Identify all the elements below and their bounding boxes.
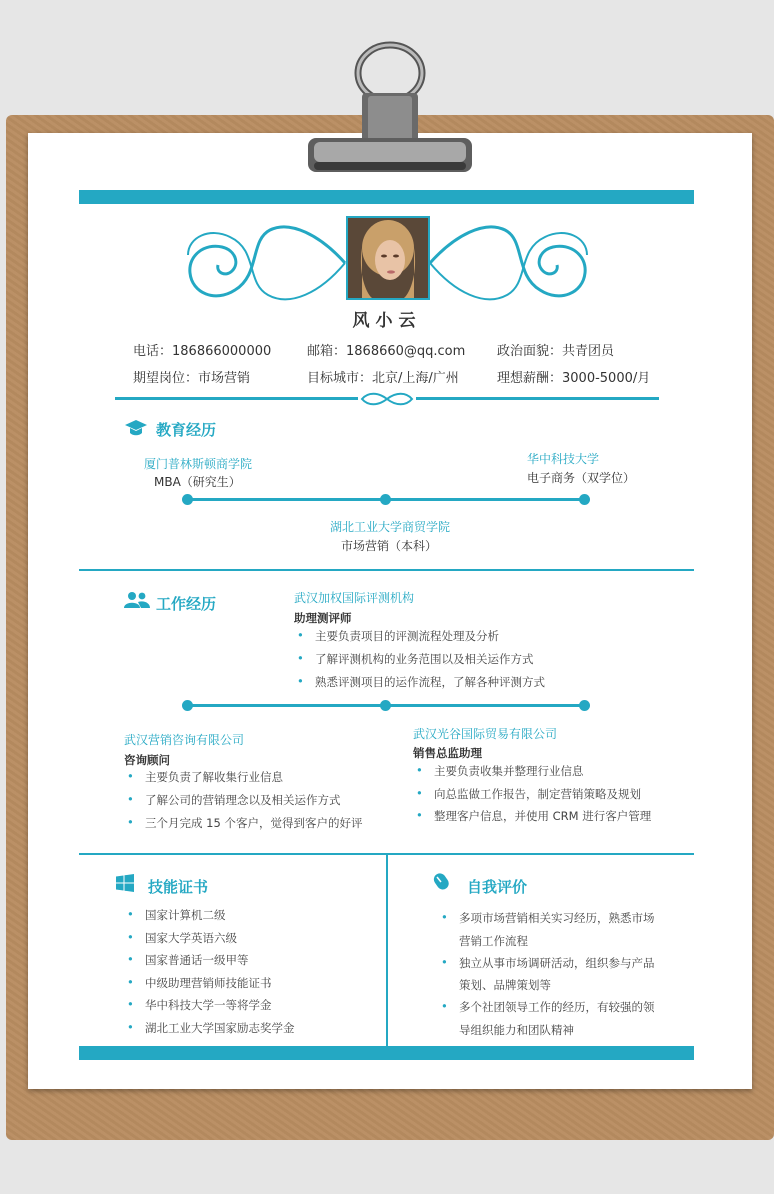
skill-item: • 中级助理营销师技能证书 — [145, 975, 272, 991]
work-timeline-dot — [579, 700, 590, 711]
job-title-1: 助理测评师 — [294, 611, 352, 625]
skills-heading: 技能证书 — [148, 878, 209, 896]
divider-ornament — [358, 391, 416, 407]
job-duty: • 向总监做工作报告，制定营销策略及规划 — [434, 786, 641, 802]
skill-item: • 华中科技大学一等将学金 — [145, 997, 272, 1013]
edu-timeline-dot — [182, 494, 193, 505]
email-text: 邮箱：1868660@qq.com — [307, 344, 466, 359]
job-duty: • 主要负责项目的评测流程处理及分析 — [315, 628, 499, 644]
edu-degree-2: 电子商务（双学位） — [527, 471, 636, 485]
self-item-line1: • 独立从事市场调研活动，组织参与产品 — [459, 955, 655, 971]
work-heading: 工作经历 — [156, 595, 217, 613]
edu-degree-1: MBA（研究生） — [154, 475, 241, 489]
work-timeline-dot — [380, 700, 391, 711]
self-heading: 自我评价 — [467, 878, 528, 896]
binder-clip — [300, 28, 480, 178]
skill-item: • 国家普通话一级甲等 — [145, 952, 249, 968]
left-ornament — [180, 215, 355, 310]
mouse-icon — [430, 870, 452, 892]
job-duty: • 熟悉评测项目的运作流程，了解各种评测方式 — [315, 674, 545, 690]
job-duty: • 了解公司的营销理念以及相关运作方式 — [145, 792, 341, 808]
edu-timeline-dot — [380, 494, 391, 505]
person-name: 风小云 — [352, 311, 422, 331]
city-text: 目标城市：北京/上海/广州 — [307, 371, 459, 386]
profile-photo — [346, 216, 430, 300]
bottom-bar — [79, 1046, 694, 1060]
right-ornament — [420, 215, 595, 310]
phone-text: 电话：186866000000 — [133, 344, 272, 359]
self-item-line1: • 多项市场营销相关实习经历，熟悉市场 — [459, 910, 655, 926]
job-duty: • 三个月完成 15 个客户，觉得到客户的好评 — [145, 815, 362, 831]
edu-timeline-dot — [579, 494, 590, 505]
job-company-1: 武汉加权国际评测机构 — [294, 591, 415, 605]
salary-text: 理想薪酬：3000-5000/月 — [497, 371, 651, 386]
job-company-3: 武汉光谷国际贸易有限公司 — [413, 727, 558, 741]
edu-school-3: 湖北工业大学商贸学院 — [330, 520, 451, 534]
edu-school-1: 厦门普林斯顿商学院 — [144, 457, 253, 471]
graduation-cap-icon — [124, 419, 148, 437]
skill-item: • 国家计算机二级 — [145, 907, 226, 923]
self-item-line2: 策划、品牌策划等 — [459, 978, 551, 992]
position-text: 期望岗位：市场营销 — [133, 371, 251, 386]
edu-school-2: 华中科技大学 — [527, 452, 600, 466]
job-duty: • 主要负责收集并整理行业信息 — [434, 763, 584, 779]
skill-item: • 国家大学英语六级 — [145, 930, 237, 946]
section-divider — [79, 569, 694, 571]
job-title-3: 销售总监助理 — [413, 746, 482, 760]
job-company-2: 武汉营销咨询有限公司 — [124, 733, 245, 747]
windows-icon — [116, 874, 134, 892]
job-duty: • 了解评测机构的业务范围以及相关运作方式 — [315, 651, 534, 667]
political-text: 政治面貌：共青团员 — [497, 344, 615, 359]
work-timeline-dot — [182, 700, 193, 711]
column-divider — [386, 853, 388, 1046]
self-item-line1: • 多个社团领导工作的经历，有较强的领 — [459, 999, 655, 1015]
top-bar — [79, 190, 694, 204]
edu-degree-3: 市场营销（本科） — [341, 539, 438, 553]
self-item-line2: 导组织能力和团队精神 — [459, 1023, 574, 1037]
self-item-line2: 营销工作流程 — [459, 934, 528, 948]
skill-item: • 湖北工业大学国家励志奖学金 — [145, 1020, 295, 1036]
people-icon — [124, 591, 150, 609]
job-duty: • 主要负责了解收集行业信息 — [145, 769, 283, 785]
education-heading: 教育经历 — [156, 421, 217, 439]
job-duty: • 整理客户信息，并使用 CRM 进行客户管理 — [434, 808, 651, 824]
job-title-2: 咨询顾问 — [124, 753, 170, 767]
